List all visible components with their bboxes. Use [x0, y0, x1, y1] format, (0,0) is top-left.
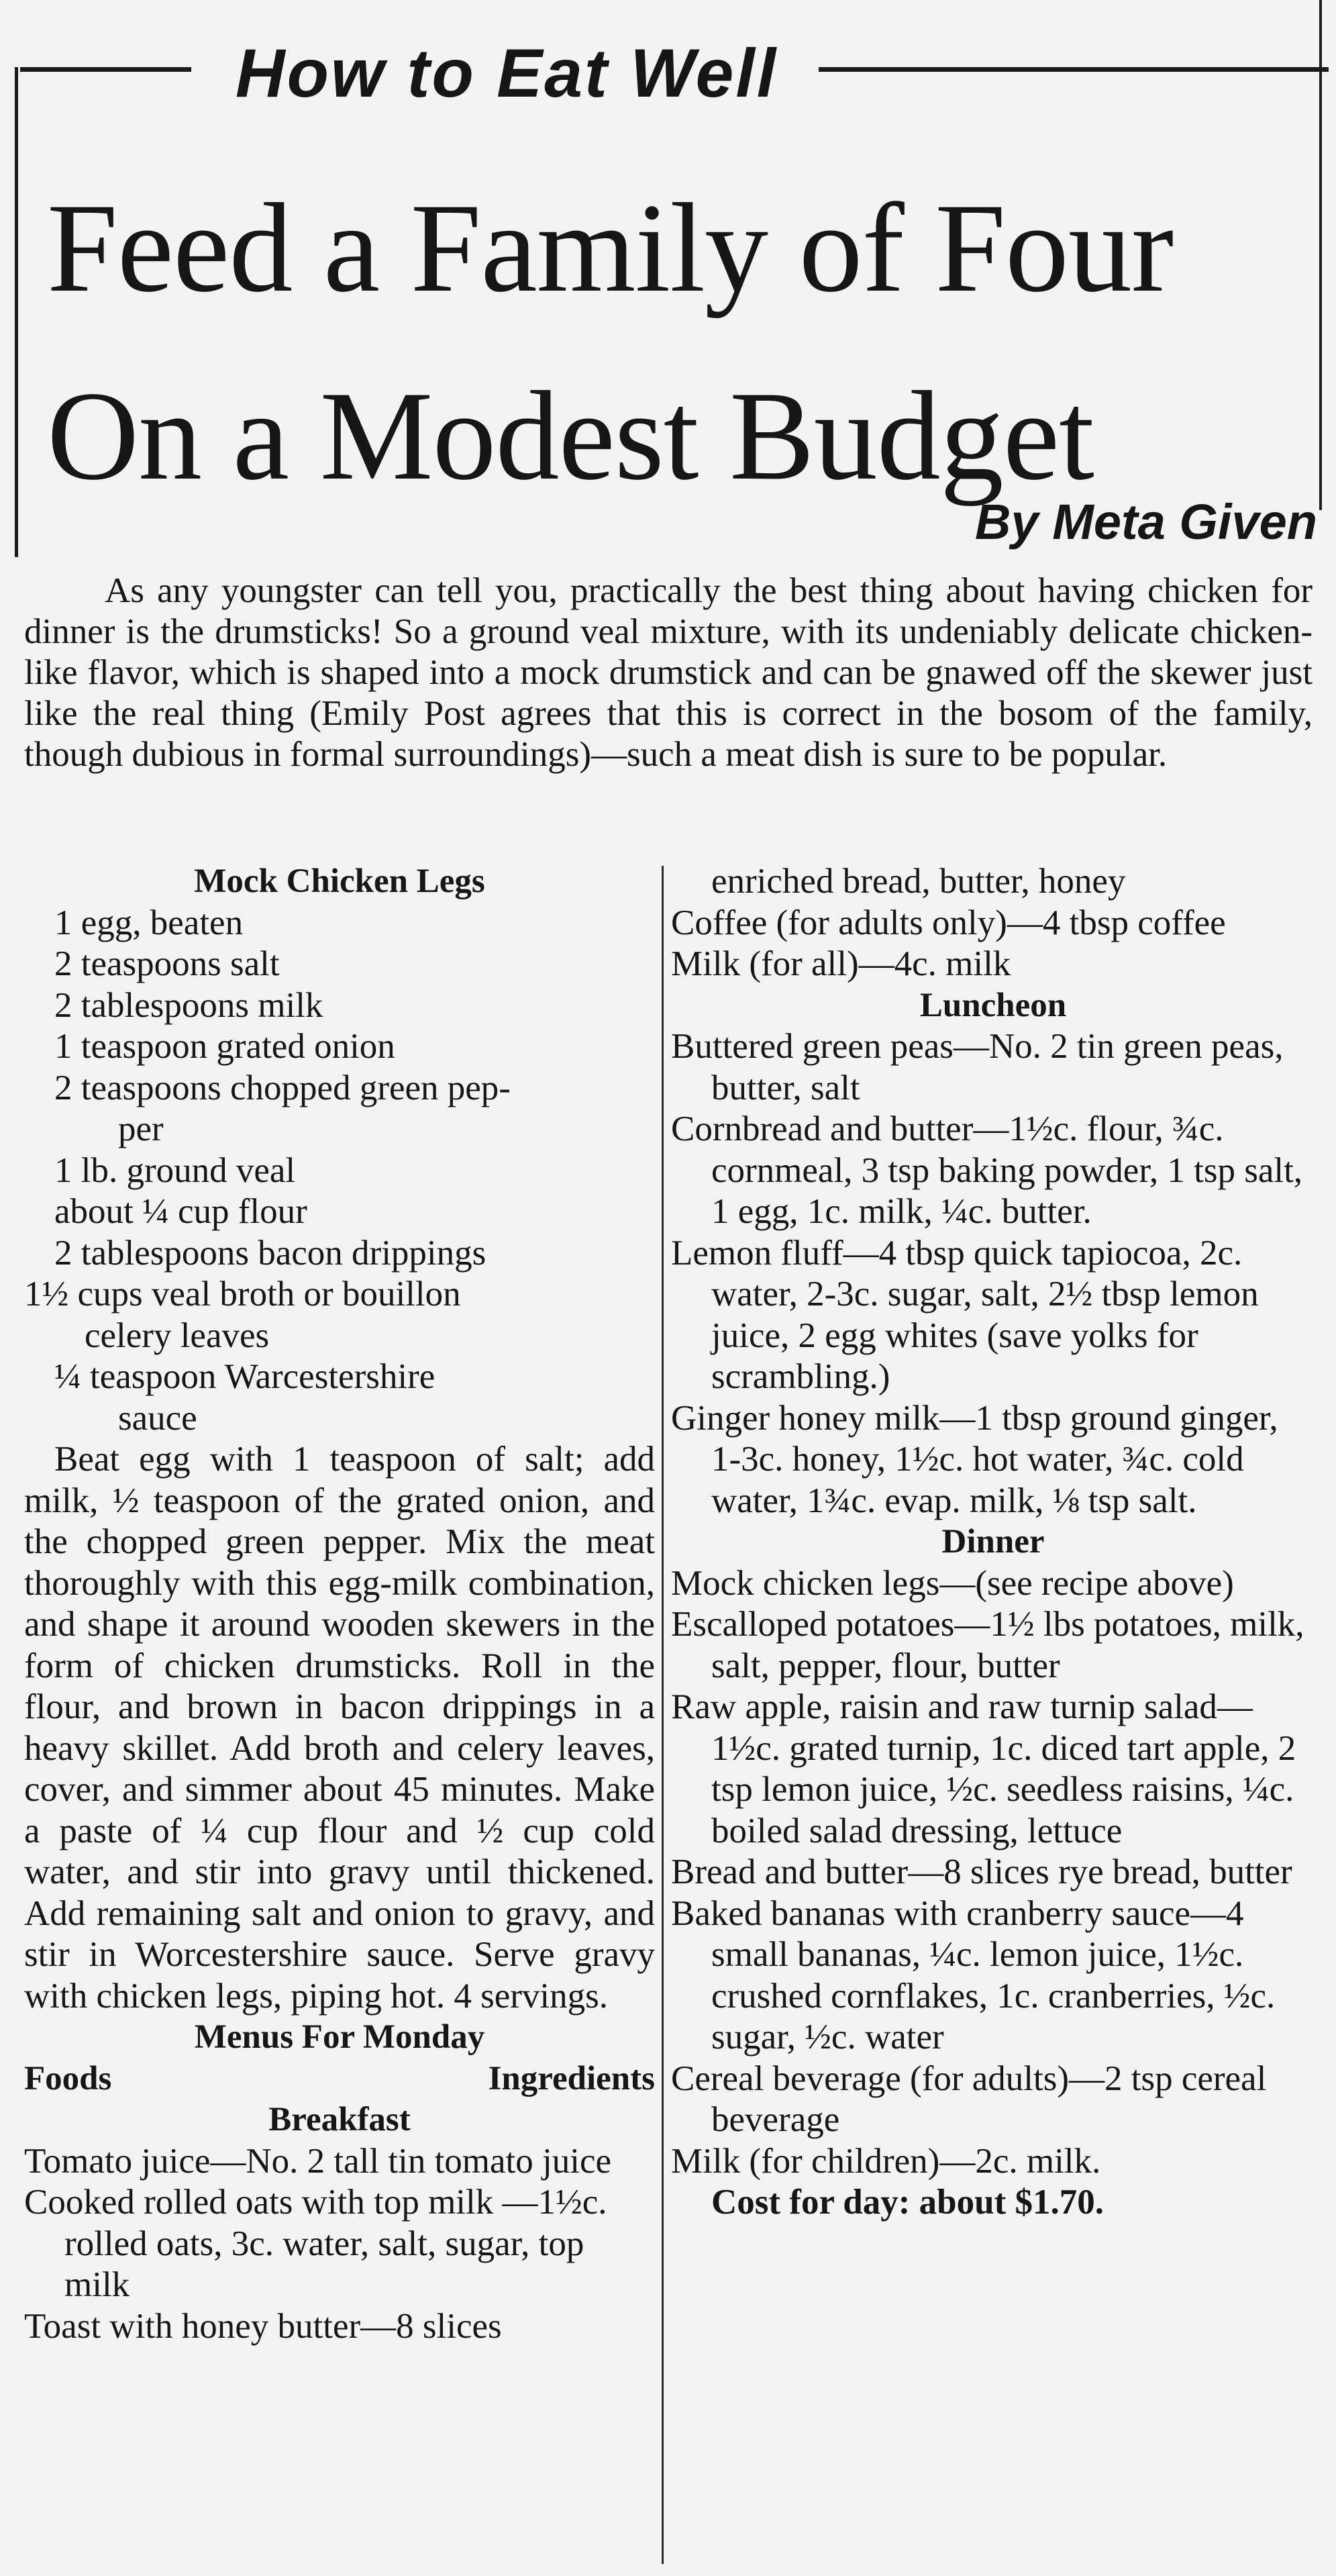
left-column: [24, 861, 655, 2347]
right-column: [671, 861, 1315, 2224]
section-kicker-text: How to Eat Well: [235, 35, 778, 111]
menu-item: Lemon fluff—4 tbsp quick tapiocoa, 2c. water, 2-3c. sugar, salt, 2½ tbsp lemon juice, 2 egg whites (save yolks for scrambling.): [671, 1233, 1259, 1396]
section-kicker: [20, 27, 1322, 114]
headline: [47, 154, 1322, 530]
menu-item: Cornbread and butter—1½c. flour, ¾c. cornmeal, 3 tsp baking powder, 1 tsp salt, 1 egg, 1c. milk, ¼c. butter.: [671, 1109, 1303, 1231]
menu-item: Milk (for children)—2c. milk.: [671, 2141, 1101, 2181]
menu-item: Escalloped potatoes—1½ lbs potatoes, milk, salt, pepper, flour, butter: [671, 1605, 1304, 1685]
ingredient-item: about ¼ cup flour: [54, 1192, 307, 1231]
menu-item-toast-start: Toast with honey butter—8 slices: [24, 2306, 502, 2346]
recipe-method: Beat egg with 1 teaspoon of salt; add milk, ½ teaspoon of the grated onion, and the chopped green pepper. Mix the meat thoroughly with this egg-milk combination, and shape it around wooden skewers in the form of chicken drumsticks. Roll in the flour, and brown in bacon drippings in a heavy skillet. Add broth and celery leaves, cover, and simmer about 45 minutes. Make a paste of ¼ cup flour and ½ cup cold water, and stir into gravy until thickened. Add remaining salt and onion to gravy, and stir in Worcestershire sauce. Serve gravy with chicken legs, piping hot. 4 servings.: [24, 1440, 655, 2016]
breakfast-title: Breakfast: [268, 2101, 411, 2138]
ingredient-continuation: celery leaves: [85, 1316, 270, 1355]
menu-item: Mock chicken legs—(see recipe above): [671, 1563, 1234, 1603]
column-divider: [662, 866, 664, 2564]
ingredient-item: 1 lb. ground veal: [54, 1150, 296, 1190]
ingredient-item: 2 tablespoons bacon drippings: [54, 1233, 486, 1273]
ingredient-item: 2 teaspoons salt: [54, 944, 280, 983]
ingredient-item: 2 tablespoons milk: [54, 985, 323, 1025]
menu-item: Milk (for all)—4c. milk: [671, 944, 1011, 983]
headline-line-2: On a Modest Budget: [47, 366, 1094, 507]
menu-item: Cooked rolled oats with top milk —1½c. rolled oats, 3c. water, salt, sugar, top milk: [24, 2183, 607, 2304]
menu-item: Ginger honey milk—1 tbsp ground ginger, 1-3c. honey, 1½c. hot water, ¾c. cold water, 1¾c. evap. milk, ⅛ tsp salt.: [671, 1398, 1278, 1520]
foods-header: Foods: [24, 2059, 112, 2097]
frame-rule-left: [15, 67, 18, 557]
byline: By Meta Given: [975, 494, 1317, 550]
luncheon-title: Luncheon: [919, 986, 1067, 1024]
ingredient-item: 1 teaspoon grated onion: [54, 1027, 395, 1066]
menu-item: Bread and butter—8 slices rye bread, butter: [671, 1852, 1292, 1891]
menu-item: Tomato juice—No. 2 tall tin tomato juice: [24, 2141, 612, 2181]
intro-paragraph: As any youngster can tell you, practically the best thing about having chicken for dinner is the drumsticks! So a ground veal mixture, with its undeniably delicate chicken-like flavor, which is shaped into a mock drumstick and can be gnawed off the skewer just like the real thing (Emily Post agrees that this is correct in the bosom of the family, though dubious in formal surroundings)—such a meat dish is sure to be popular.: [24, 571, 1313, 774]
ingredient-item: 1½ cups veal broth or bouillon: [24, 1275, 461, 1314]
ingredient-continuation: sauce: [118, 1398, 197, 1438]
kicker-rule-left: [20, 67, 191, 72]
menu-item: Baked bananas with cranberry sauce—4 small bananas, ¼c. lemon juice, 1½c. crushed cornflakes, 1c. cranberries, ½c. sugar, ½c. water: [671, 1893, 1276, 2057]
ingredient-continuation: per: [118, 1109, 164, 1148]
headline-line-1: Feed a Family of Four: [47, 178, 1174, 319]
menu-item: Buttered green peas—No. 2 tin green peas, butter, salt: [671, 1027, 1284, 1107]
ingredients-header: Ingredients: [488, 2059, 655, 2097]
menu-item: Coffee (for adults only)—4 tbsp coffee: [671, 903, 1226, 942]
ingredient-item: 1 egg, beaten: [54, 903, 244, 942]
menu-item: Raw apple, raisin and raw turnip salad—1½c. grated turnip, 1c. diced tart apple, 2 tsp lemon juice, ½c. seedless raisins, ¼c. boiled salad dressing, lettuce: [671, 1687, 1296, 1850]
menus-title: Menus For Monday: [194, 2018, 485, 2056]
dinner-title: Dinner: [941, 1523, 1045, 1561]
menu-item-toast-end: enriched bread, butter, honey: [711, 862, 1126, 901]
ingredient-item: 2 teaspoons chopped green pep-: [54, 1068, 511, 1107]
kicker-rule-right: [819, 67, 1329, 72]
menu-column-headers: [24, 2059, 655, 2100]
ingredient-item: ¼ teaspoon Warcestershire: [54, 1357, 435, 1396]
recipe-title: Mock Chicken Legs: [194, 862, 485, 900]
menu-item: Cereal beverage (for adults)—2 tsp cereal beverage: [671, 2059, 1267, 2139]
cost-for-day: Cost for day: about $1.70.: [711, 2183, 1104, 2222]
